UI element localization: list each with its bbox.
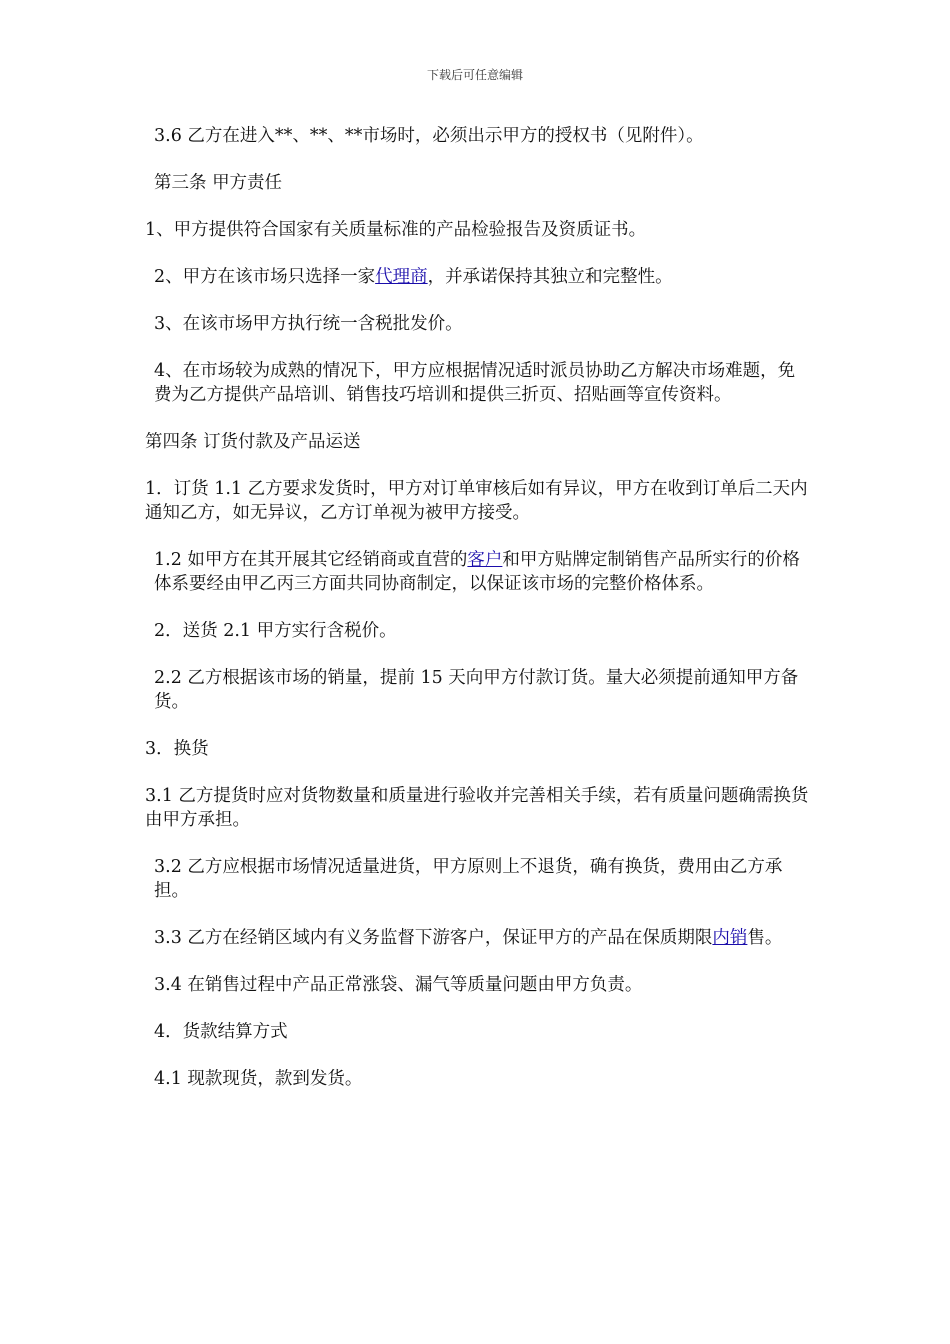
party-a-duty-2-text-a: 2、甲方在该市场只选择一家 [154,267,376,287]
party-a-duty-1: 1、甲方提供符合国家有关质量标准的产品检验报告及资质证书。 [145,220,647,240]
clause-3-6: 3.6 乙方在进入**、**、**市场时，必须出示甲方的授权书（见附件）。 [154,126,704,146]
clause-4-1: 4.1 现款现货，款到发货。 [154,1069,363,1089]
clause-1-1-ordering: 1．订货 1.1 乙方要求发货时，甲方对订单审核后如有异议，甲方在收到订单后二天内通知乙方，如无异议，乙方订单视为被甲方接受。 [145,479,808,523]
agent-link[interactable]: 代理商 [375,267,428,287]
clause-3-1: 3.1 乙方提货时应对货物数量和质量进行验收并完善相关手续，若有质量问题确需换货由甲方承担。 [145,786,809,830]
party-a-duty-4: 4、在市场较为成熟的情况下，甲方应根据情况适时派员协助乙方解决市场难题，免费为乙方提供产品培训、销售技巧培训和提供三折页、招贴画等宣传资料。 [154,361,796,405]
clause-3-4: 3.4 在销售过程中产品正常涨袋、漏气等质量问题由甲方负责。 [154,975,643,995]
party-a-duty-3: 3、在该市场甲方执行统一含税批发价。 [154,314,463,334]
document-body [145,124,810,1114]
domestic-sales-link[interactable]: 内销 [712,928,748,948]
clause-2-1-delivery: 2．送货 2.1 甲方实行含税价。 [154,621,397,641]
clause-2-2: 2.2 乙方根据该市场的销量，提前 15 天向甲方付款订货。量大必须提前通知甲方备货。 [154,668,799,712]
clause-3-3-text-a: 3.3 乙方在经销区域内有义务监督下游客户，保证甲方的产品在保质期限 [154,928,713,948]
clause-1-2-text-b: 和甲方贴牌定制销售产品所实行的价格体系要经由甲乙丙三方面共同协商制定，以保证该市场的完整价格体系。 [154,550,800,594]
page-header: 下载后可任意编辑 [426,68,523,82]
clause-1-2-text-a: 1.2 如甲方在其开展其它经销商或直营的 [154,550,468,570]
article-3-heading: 第三条 甲方责任 [154,173,283,193]
clause-3-3 [145,926,810,950]
party-a-duty-2-text-b: ，并承诺保持其独立和完整性。 [427,267,673,287]
clause-3-3-text-b: 售。 [747,928,783,948]
article-4-heading: 第四条 订货付款及产品运送 [145,432,361,452]
clause-3-2: 3.2 乙方应根据市场情况适量进货，甲方原则上不退货，确有换货，费用由乙方承担。 [154,857,783,901]
customer-link[interactable]: 客户 [467,550,503,570]
section-3-exchange: 3．换货 [145,739,209,759]
party-a-duty-2 [145,265,810,289]
clause-1-2 [145,548,810,596]
section-4-settlement: 4．货款结算方式 [154,1022,288,1042]
